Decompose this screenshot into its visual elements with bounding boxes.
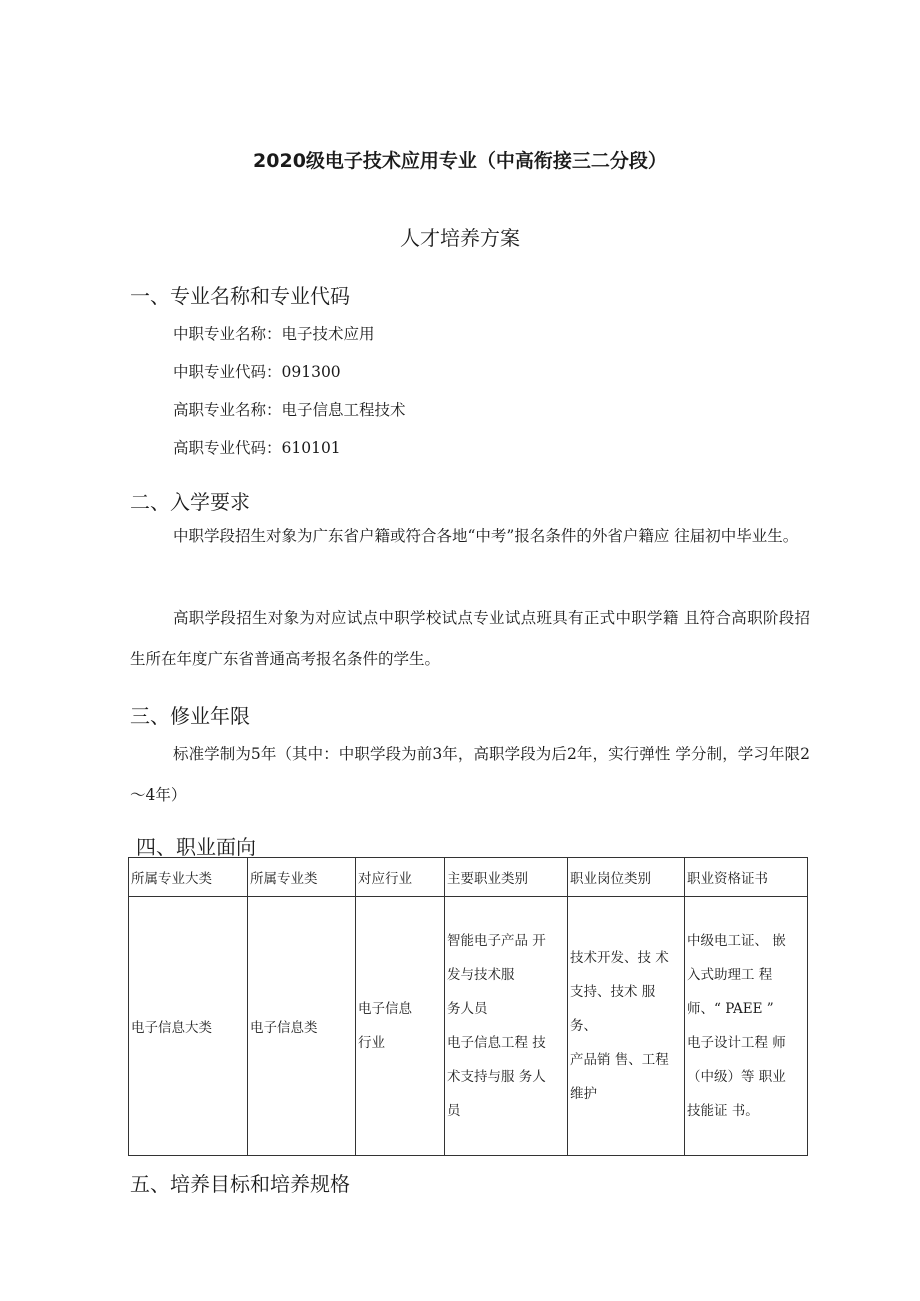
certificate-line: 入式助理工 程 xyxy=(687,967,773,983)
position-line: 产品销 售、工程 xyxy=(570,1052,669,1068)
vocational-major-code: 中职专业代码：091300 xyxy=(173,363,341,381)
position-line: 支持、技术 服务、 xyxy=(570,984,656,1034)
cell-major-class: 电子信息类 xyxy=(248,897,356,1156)
occupation-line: 术支持与服 务人 xyxy=(447,1069,546,1085)
higher-major-code: 高职专业代码：610101 xyxy=(173,439,341,457)
occupation-line: 务人员 xyxy=(447,1001,488,1017)
table-row xyxy=(129,897,808,1156)
header-major-class: 所属专业类 xyxy=(248,858,356,897)
occupation-line: 智能电子产品 开 xyxy=(447,933,546,949)
vocational-major-name: 中职专业名称：电子技术应用 xyxy=(173,325,375,343)
section-1-heading: 一、专业名称和专业代码 xyxy=(130,284,350,308)
cell-industry xyxy=(356,897,445,1156)
industry-line: 电子信息 xyxy=(358,1001,412,1017)
certificate-line: （中级）等 职业 xyxy=(687,1069,786,1085)
certificate-line: 师、“ PAEE ” xyxy=(687,1001,774,1017)
header-certificates: 职业资格证书 xyxy=(685,858,808,897)
occupation-line: 员 xyxy=(447,1103,461,1119)
cell-occupations xyxy=(445,897,568,1156)
certificate-line: 技能证 书。 xyxy=(687,1103,759,1119)
cell-major-category: 电子信息大类 xyxy=(129,897,248,1156)
header-occupations: 主要职业类别 xyxy=(445,858,568,897)
admission-paragraph-2: 高职学段招生对象为对应试点中职学校试点专业试点班具有正式中职学籍 且符合高职阶段招生所在年度广东省普通高考报名条件的学生。 xyxy=(130,609,810,668)
section-4-heading: 四、职业面向 xyxy=(136,835,256,859)
section-2-heading: 二、入学要求 xyxy=(130,490,250,514)
certificate-line: 电子设计工程 师 xyxy=(687,1035,786,1051)
career-orientation-table xyxy=(128,857,808,1156)
section-3-heading: 三、修业年限 xyxy=(130,704,250,728)
section-5-heading: 五、培养目标和培养规格 xyxy=(130,1172,350,1196)
higher-major-name: 高职专业名称：电子信息工程技术 xyxy=(173,401,406,419)
document-title: 2020级电子技术应用专业（中高衔接三二分段） xyxy=(253,150,667,172)
occupation-line: 电子信息工程 技 xyxy=(447,1035,546,1051)
admission-paragraph-1: 中职学段招生对象为广东省户籍或符合各地“中考”报名条件的外省户籍应 往届初中毕业生。 xyxy=(173,527,799,545)
position-line: 维护 xyxy=(570,1086,597,1102)
certificate-line: 中级电工证、 嵌 xyxy=(687,933,786,949)
occupation-line: 发与技术服 xyxy=(447,967,515,983)
header-positions: 职业岗位类别 xyxy=(568,858,685,897)
cell-certificates xyxy=(685,897,808,1156)
header-industry: 对应行业 xyxy=(356,858,445,897)
cell-positions xyxy=(568,897,685,1156)
header-major-category: 所属专业大类 xyxy=(129,858,248,897)
industry-line: 行业 xyxy=(358,1035,385,1051)
position-line: 技术开发、技 术 xyxy=(570,950,669,966)
document-subtitle: 人才培养方案 xyxy=(400,226,520,250)
table-header-row xyxy=(129,858,808,897)
study-duration-paragraph: 标准学制为5年（其中：中职学段为前3年，高职学段为后2年，实行弹性 学分制，学习年限2～4年） xyxy=(130,745,810,804)
